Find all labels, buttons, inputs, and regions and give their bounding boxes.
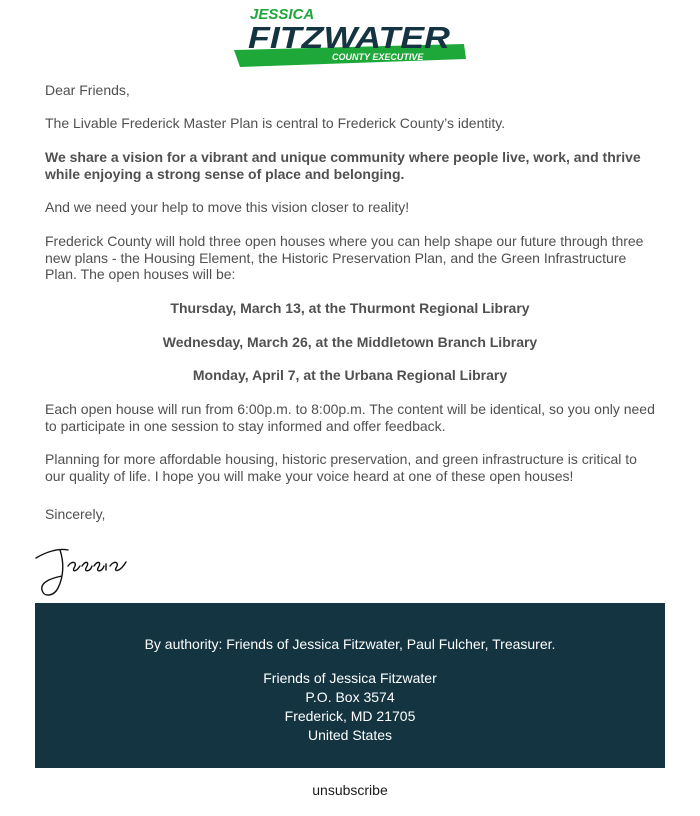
footer	[35, 603, 665, 768]
address-line: Friends of Jessica Fitzwater	[263, 670, 437, 686]
address-line: United States	[307, 727, 393, 743]
paragraph-schedule: Each open house will run from 6:00p.m. to 8:00p.m. The content will be identical, so you only need to participate in one session to stay informed and offer feedback.	[45, 401, 655, 434]
authority-line: By authority: Friends of Jessica Fitzwater, Paul Fulcher, Treasurer.	[144, 636, 556, 652]
paragraph-intro: The Livable Frederick Master Plan is central to Frederick County’s identity.	[45, 115, 506, 131]
logo-last-name: FITZWATER	[248, 20, 451, 55]
mailing-address	[35, 669, 665, 745]
paragraph-call-to-action: And we need your help to move this vision closer to reality!	[45, 199, 410, 215]
unsubscribe-link[interactable]: unsubscribe	[312, 782, 388, 798]
address-line: P.O. Box 3574	[305, 689, 395, 705]
paragraph-vision: We share a vision for a vibrant and unique community where people live, work, and thrive while enjoying a strong sense of place and belonging.	[45, 149, 641, 182]
campaign-logo	[228, 4, 468, 70]
logo-office: COUNTY EXECUTIVE	[332, 52, 424, 62]
paragraph-open-houses: Frederick County will hold three open houses where you can help shape our future through three new plans - the Housing Element, the Historic Preservation Plan, and the Green Infrastructure Plan. The open houses will be:	[45, 233, 644, 282]
greeting: Dear Friends,	[45, 82, 130, 98]
logo-first-name: JESSICA	[250, 6, 315, 23]
closing: Sincerely,	[45, 506, 106, 522]
signature	[34, 536, 130, 600]
event-thurmont: Thursday, March 13, at the Thurmont Regional Library	[170, 300, 530, 316]
event-urbana: Monday, April 7, at the Urbana Regional Library	[192, 367, 508, 383]
event-middletown: Wednesday, March 26, at the Middletown Branch Library	[162, 334, 538, 350]
address-line: Frederick, MD 21705	[284, 708, 416, 724]
paragraph-planning: Planning for more affordable housing, historic preservation, and green infrastructure is critical to our quality of life. I hope you will make your voice heard at one of these open houses!	[45, 451, 637, 484]
